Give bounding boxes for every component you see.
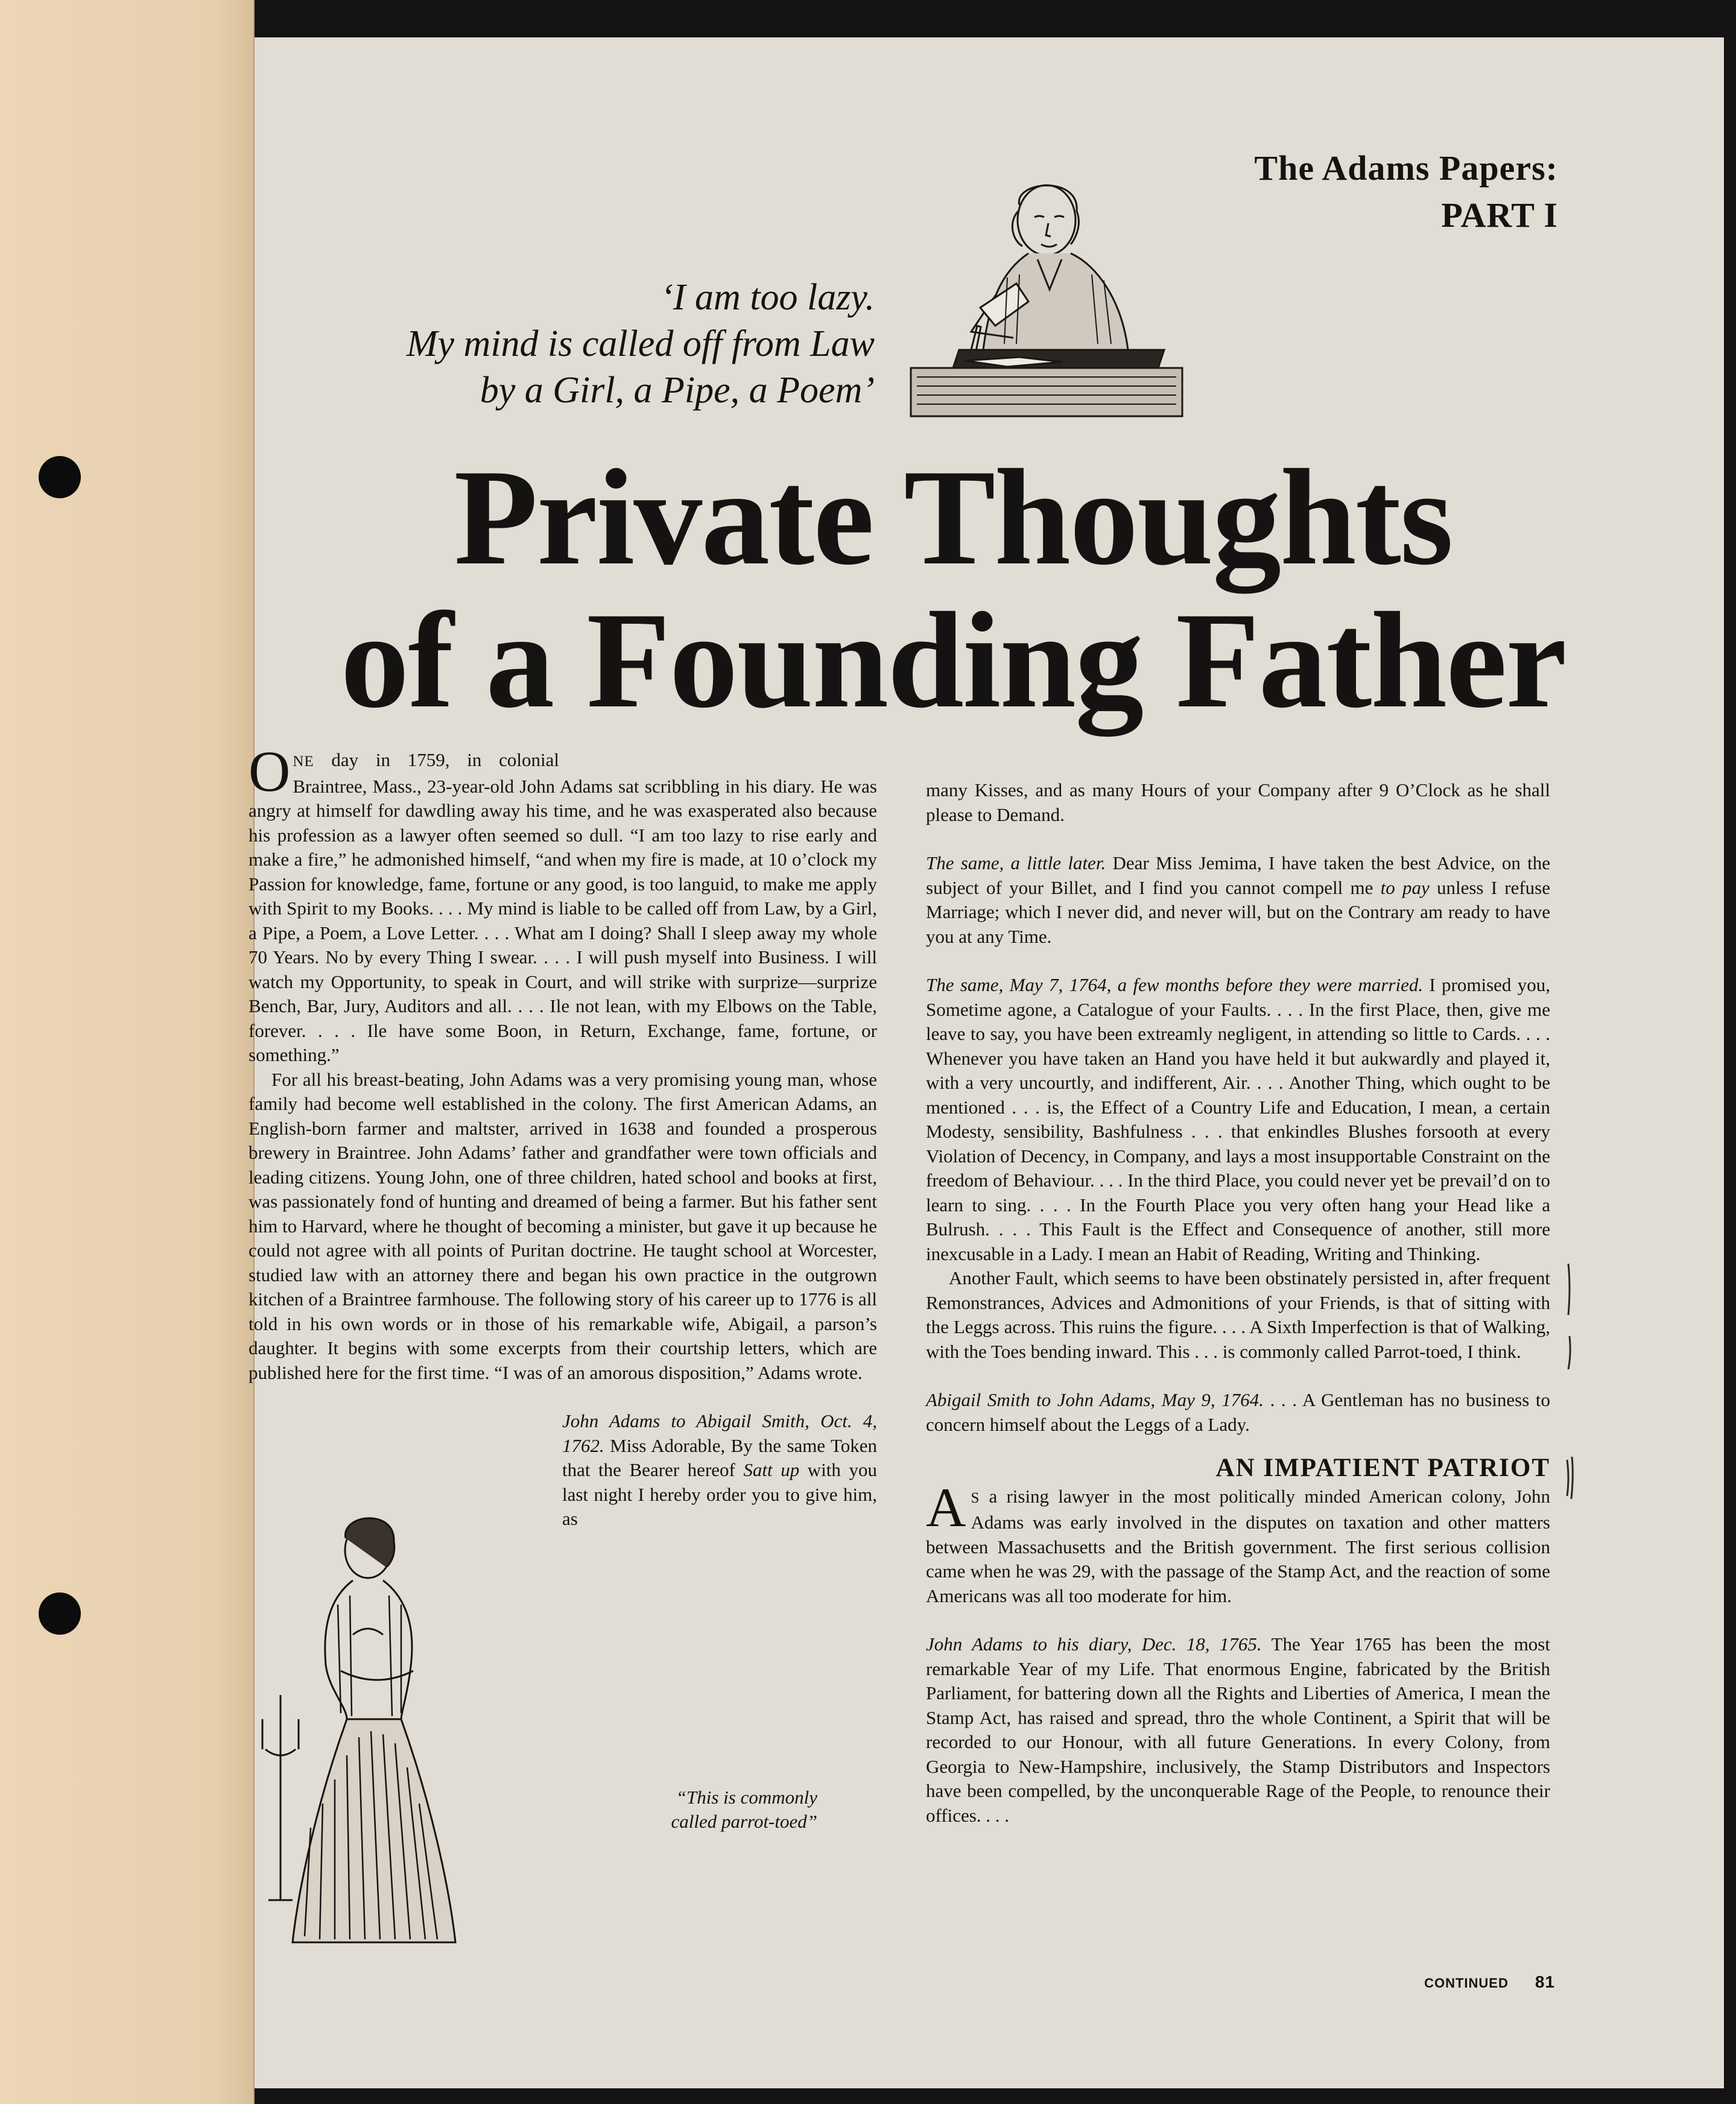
- headline-line: of a Founding Father: [340, 585, 1566, 737]
- paragraph-text: The Year 1765 has been the most remarkable Year of my Life. That enormous Engine, fabricated by the British Parliament, for battering down all the Rights and Liberties of America, I mean the Stamp Act, has raised and spread, thro the whole Continent, a Spirit that will be recorded to our Honour, with all future Generations. In every Colony, from Georgia to New-Hampshire, inclusively, the Stamp Distributors and Inspectors have been compelled, by the unconquerable Rage of the People, to renounce their offices. . . .: [926, 1633, 1550, 1826]
- letter-lead: The same, a little later.: [926, 852, 1106, 873]
- left-column: [249, 739, 877, 1532]
- small-caps: S: [971, 1489, 980, 1506]
- pull-quote-line: My mind is called off from Law: [406, 323, 875, 364]
- paragraph-text: . . . A Gentleman has no business to concern himself about the Leggs of a Lady.: [926, 1389, 1550, 1435]
- paragraph: [249, 739, 877, 1068]
- letter-lead: The same, May 7, 1764, a few months before they were married.: [926, 974, 1424, 995]
- headline: [229, 442, 1677, 737]
- paragraph-text: Dear Miss Jemima, I have taken the best Advice, on the subject of your Billet, and I find you cannot compell me: [926, 852, 1550, 898]
- paragraph: [926, 973, 1550, 1266]
- paragraph-text: day in 1759, in colonial Braintree, Mass., 23-year-old John Adams sat scribbling in his diary. He was angry at himself for dawdling away his time, and he was exasperated also because his profession as a lawyer often seemed so dull. “I am too lazy to rise early and make a fire,” he admonished himself, “and when my fire is made, at 10 o’clock my Passion for knowledge, fame, fortune or any good, is too languid, to make me apply with Spirit to my Books. . . . My mind is liable to be called off from Law, by a Girl, a Pipe, a Poem, a Love Letter. . . . What am I doing? Shall I sleep away my whole 70 Years. No by every Thing I swear. . . . I will push myself into Business. I will watch my Opportunity, to speak in Court, and will strike with surprize—surprize Bench, Bar, Jury, Auditors and all. . . . Ile not lean, with my Elbows on the Table, forever. . . . Ile have some Boon, in Return, Exchange, fame, fortune, or something.”: [249, 749, 877, 1065]
- paragraph-text: I promised you, Sometime agone, a Catalogue of your Faults. . . . In the first Place, then, give me leave to say, you have been extreamly negligent, in attending so little to Cards. . . . Whenever you have taken an Hand you have held it but aukwardly and played it, with a very uncourtly, and indifferent, Air. . . . Another Thing, which ought to be mentioned . . . is, the Effect of a Country Life and Education, I mean, a certain Modesty, sensibility, Bashfulness . . . that enkindles Blushes forsooth at every Violation of Decency, in Company, and lays a most insupportable Constraint on the freedom of Behaviour. . . . In the third Place, you could never yet be prevail’d on to learn to sing. . . . In the Fourth Place you very often hang your Head like a Bulrush. . . . This Fault is the Effect and Consequence of another, still more inexcusable in a Lady. I mean an Habit of Reading, Writing and Thinking.: [926, 974, 1550, 1264]
- letter-lead: John Adams to his diary, Dec. 18, 1765.: [926, 1633, 1262, 1655]
- section-subhead: AN IMPATIENT PATRIOT: [1215, 1454, 1550, 1482]
- drop-cap: O: [249, 739, 291, 803]
- pull-quote-line: ‘I am too lazy.: [661, 277, 875, 318]
- paragraph: [926, 1476, 1550, 1609]
- pull-quote-line: by a Girl, a Pipe, a Poem’: [480, 369, 875, 411]
- caption-line: “This is commonly: [676, 1787, 817, 1808]
- paragraph: Another Fault, which seems to have been obstinately persisted in, after frequent Remonstrances, Advices and Admonitions of your Friends, is that of sitting with the Leggs across. This ruins the figure. . . . A Sixth Imperfection is that of Walking, with the Toes bending inward. This . . . is commonly called Parrot-toed, I think.: [926, 1267, 1550, 1362]
- abigail-adams-drawing: [256, 1466, 594, 1960]
- pencil-margin-marks: [1562, 1264, 1580, 1517]
- continued-label: CONTINUED: [1424, 1976, 1509, 1991]
- letter-lead: John Adams to Abigail Smith, Oct. 4, 1762.: [562, 1410, 877, 1456]
- page-number: 81: [1535, 1972, 1555, 1991]
- series-title: The Adams Papers:: [1254, 148, 1558, 188]
- italic-text: to pay: [1380, 876, 1430, 898]
- paragraph: [926, 851, 1550, 949]
- binder-strip: [0, 0, 255, 2104]
- series-kicker: [1254, 145, 1558, 239]
- paragraph-text: Miss Adorable, By the same Token that the Bearer hereof: [562, 1434, 877, 1480]
- punch-hole: [39, 1592, 81, 1635]
- paragraph: [926, 1632, 1550, 1828]
- paragraph-text: unless I refuse Marriage; which I never did, and never will, but on the Contrary am ready to have you at any Time.: [926, 876, 1551, 947]
- italic-text: Satt up: [743, 1459, 800, 1480]
- small-caps: NE: [293, 753, 314, 770]
- paragraph-text: with you last night I hereby order you to give him, as: [562, 1459, 877, 1529]
- right-column: [926, 778, 1550, 1828]
- pull-quote: [271, 274, 875, 414]
- headline-line: Private Thoughts: [454, 442, 1452, 594]
- paragraph: For all his breast-beating, John Adams was a very promising young man, whose family had become well established in the colony. The first American Adams, an English-born farmer and maltster, arrived in 1638 and founded a prosperous brewery in Braintree. John Adams’ father and grandfather were town officials and leading citizens. Young John, one of three children, hated school and books at first, was passionately fond of hunting and dreamed of being a farmer. But his father sent him to Harvard, where he thought of becoming a minister, but gave it up because he could not agree with all points of Puritan doctrine. He taught school at Worcester, studied law with an attorney there and began his own practice in the outgrown kitchen of a Braintree farmhouse. The following story of his career up to 1776 is all told in his own words or in those of his remarkable wife, Abigail, a parson’s daughter. It begins with some excerpts from their courtship letters, which are published here for the first time. “I was of an amorous disposition,” Adams wrote.: [249, 1068, 877, 1383]
- page-footer: [1424, 1972, 1555, 1992]
- letter-lead: Abigail Smith to John Adams, May 9, 1764.: [926, 1389, 1264, 1410]
- punch-hole: [39, 456, 81, 498]
- john-adams-engraving: [899, 169, 1197, 422]
- illustration-caption: [594, 1786, 817, 1834]
- drop-cap: A: [926, 1476, 966, 1538]
- paragraph: [926, 1388, 1550, 1437]
- paragraph-text: a rising lawyer in the most politically minded American colony, John Adams was early involved in the disputes on taxation and other matters between Massachusetts and the British government. The first serious collision came when he was 29, with the passage of the Stamp Act, and the reaction of some Americans was all too moderate for him.: [926, 1485, 1550, 1606]
- paragraph: [562, 1409, 877, 1532]
- caption-line: called parrot-toed”: [671, 1811, 817, 1832]
- series-part: PART I: [1441, 195, 1558, 235]
- paragraph: many Kisses, and as many Hours of your Company after 9 O’Clock as he shall please to Demand.: [926, 779, 1550, 825]
